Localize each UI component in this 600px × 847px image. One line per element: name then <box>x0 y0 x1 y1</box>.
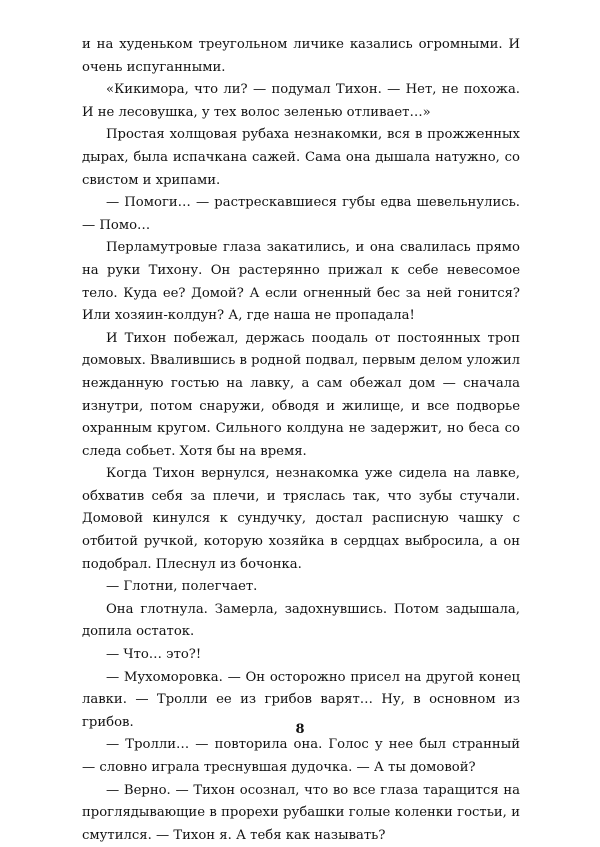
paragraph: Перламутровые глаза закатились, и она свалилась прямо на руки Тихону. Он растерянно прижал к себе невесомое тело. Куда ее? Домой? А если огненный бес за ней гонится? Или хозяин-колдун? А, где наша не пропадала! <box>82 240 520 324</box>
paragraph: Она глотнула. Замерла, задохнувшись. Потом задышала, допила остаток. <box>82 601 520 640</box>
paragraph: Когда Тихон вернулся, незнакомка уже сидела на лавке, обхватив себя за плечи, и тряслась так, что зубы стучали. Домовой кинулся к сундучку, достал расписную чашку с отбитой ручкой, которую хозяйка в сердцах выбросила, а он подобрал. Плеснул из бочонка. <box>82 466 520 572</box>
paragraph: Простая холщовая рубаха незнакомки, вся в прожженных дырах, была испачкана сажей. Сама она дышала натужно, со свистом и хрипами. <box>82 127 520 188</box>
paragraph: — Помоги… — растрескавшиеся губы едва шевельнулись. — Помо… <box>82 195 520 233</box>
paragraph: — Тролли… — повторила она. Голос у нее был странный — словно играла треснувшая дудочка. — А ты домовой? <box>82 737 520 775</box>
paragraph: и на худеньком треугольном личике казались огромными. И очень испуганными. <box>82 37 520 75</box>
paragraph: — Что… это?! <box>106 647 202 663</box>
paragraph: «Кикимора, что ли? — подумал Тихон. — Нет, не похожа. И не лесовушка, у тех волос зеленью отливает…» <box>82 82 520 120</box>
paragraph: — Мухоморовка. — Он осторожно присел на другой конец лавки. — Тролли ее из грибов варят… Ну, в основном из грибов. <box>82 669 520 730</box>
page-number: 8 <box>295 722 305 737</box>
paragraph: — Верно. — Тихон осознал, что во все глаза таращится на проглядывающие в прорехи рубашки голые коленки гостьи, и смутился. — Тихон я. А тебя как называть? <box>82 782 520 843</box>
paragraph: И Тихон побежал, держась поодаль от постоянных троп домовых. Ввалившись в родной подвал, первым делом уложил нежданную гостью на лавку, а сам обежал дом — сначала изнутри, потом снаружи, обводя и жилище, и все подворье охранным кругом. Сильного колдуна не задержит, но беса со следа собьет. Хотя бы на время. <box>82 330 520 459</box>
paragraph: — Глотни, полегчает. <box>106 579 258 595</box>
